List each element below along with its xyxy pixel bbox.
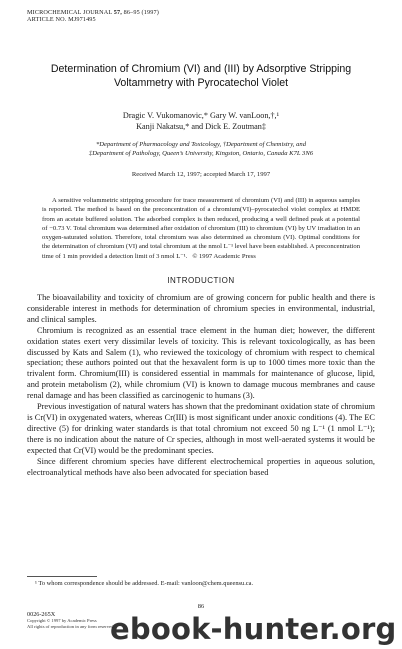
abstract-copyright: © 1997 Academic Press: [192, 252, 256, 260]
watermark: ebook-hunter.org: [110, 612, 397, 646]
paragraph: The bioavailability and toxicity of chromium are of growing concern for public health and there is considerable interest in methods for determination of chromium species in environmental, industrial, and clinical samples.: [27, 293, 375, 324]
authors-line-1: Dragic V. Vukomanovic,* Gary W. vanLoon,†,¹: [122, 111, 280, 120]
affiliation-line-1: *Department of Pharmacology and Toxicology, †Department of Chemistry, and: [95, 141, 306, 148]
authors-line-2: Kanji Nakatsu,* and Dick E. Zoutman‡: [136, 122, 266, 131]
copyright-line-1: Copyright © 1997 by Academic Press: [27, 618, 97, 623]
abstract: [42, 196, 360, 261]
affiliation-line-2: ‡Department of Pathology, Queen’s University, Kingston, Ontario, Canada K7L 3N6: [88, 150, 314, 157]
section-heading: INTRODUCTION: [167, 276, 235, 285]
paragraph: Since different chromium species have different electrochemical properties in aqueous solution, electroanalytical methods have also been advocated for speciation based: [27, 456, 375, 477]
paragraph: Chromium is recognized as an essential trace element in the human diet; however, the different oxidation states exert very dissimilar levels of toxicity. This is relevant toxicologically, as has been discussed by Kats and Salem (1), who reviewed the toxicology of chromium with respect to chemical speciation; these authors pointed out that the hexavalent form is up to 1000 times more toxic than the trivalent form. Chromium(III) is considered essential in mammals for maintenance of glucose, lipid, and protein metabolism (2), while chromium (VI) is known to damage mucous membranes and cause renal damage and has been classified as carcinogenic to humans (3).: [27, 325, 375, 401]
page-number: 86: [197, 603, 205, 610]
copyright-line-2: All rights of reproduction in any form reserved.: [27, 623, 115, 629]
journal-volume: 57,: [113, 9, 122, 16]
body-text: [27, 293, 375, 478]
journal-pages: 86–95 (1997): [123, 9, 159, 16]
footnote-rule: [27, 576, 97, 577]
issn: 0026-265X: [27, 611, 56, 618]
affiliations: [22, 140, 380, 158]
paragraph: Previous investigation of natural waters has shown that the predominant oxidation state of chromium is Cr(VI) in oxygenated waters, whereas Cr(III) is most significant under anoxic conditions (4). The EC directive (5) for drinking water standards is that total chromium not exceed 50 ng L⁻¹ (1 nmol L⁻¹); there is no indication about the nature of Cr species, although in most well-aerated systems it would be expected that Cr(VI) would be the predominant species.: [27, 402, 375, 455]
authors: [40, 110, 362, 132]
abstract-text: A sensitive voltammetric stripping procedure for trace measurement of chromium (VI) and (III) in aqueous samples is reported. The method is based on the preconcentration of a chromium(VI)–pyrocatechol violet complex at HMDE from an acetate buffered solution. The adsorbed complex is then reduced, producing a well defined peak at a potential of −0.73 V. Total chromium was determined after oxidation of chromium (III) to chromium (VI) by UV irradiation in an oxygen-saturated solution. Therefore, total chromium was also determined as chromium (VI). Optimal conditions for the determination of chromium (VI) and total chromium at the nmol L⁻¹ level have been established. A preconcentration time of 1 min provided a detection limit of 3 nmol L⁻¹.: [42, 197, 360, 260]
article-number: ARTICLE NO. MJ971495: [27, 16, 96, 23]
journal-header: [27, 9, 159, 23]
journal-name: MICROCHEMICAL JOURNAL: [27, 9, 113, 16]
paper-title: Determination of Chromium (VI) and (III) by Adsorptive Stripping Voltammetry with Pyrocatechol Violet: [50, 63, 352, 89]
received-dates: Received March 12, 1997; accepted March 17, 1997: [131, 171, 271, 178]
footnote: ¹ To whom correspondence should be addressed. E-mail: vanloon@chem.queensu.ca.: [35, 580, 254, 587]
copyright-notice: [27, 618, 115, 629]
